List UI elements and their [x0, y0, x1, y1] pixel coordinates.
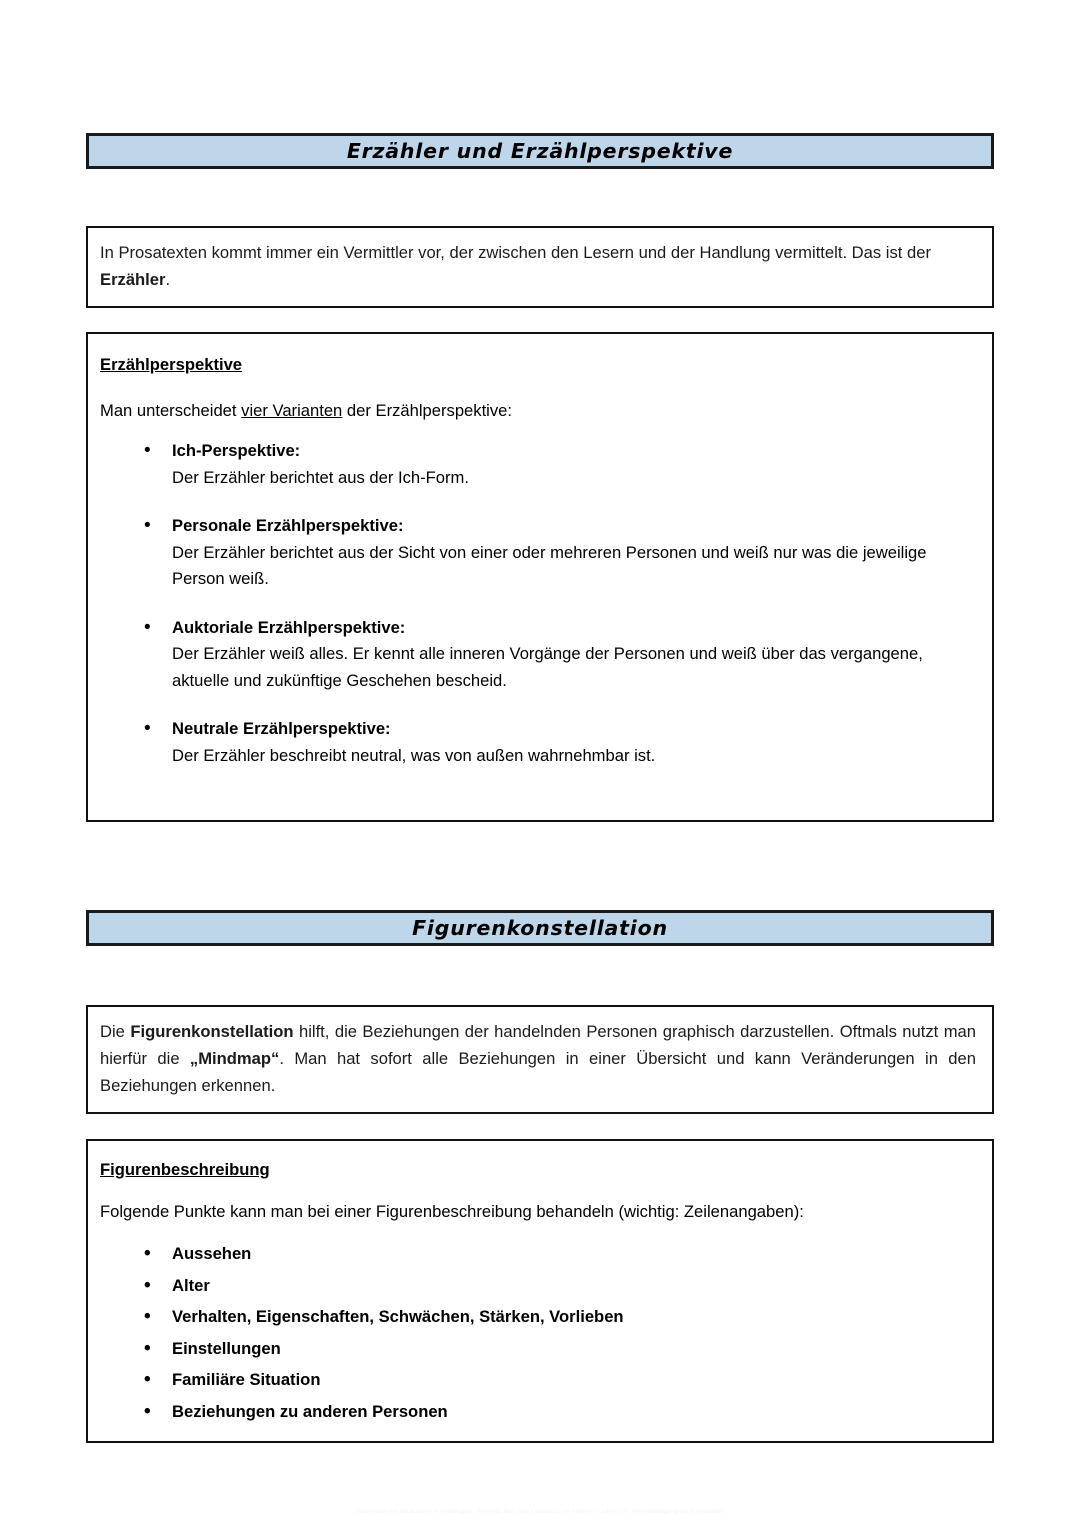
fk-part-2: hilft, die Beziehungen der handelnden Personen graphisch darzustellen. Oftmals nutzt man hierfür die	[100, 1022, 976, 1068]
list-item: • Aussehen	[100, 1241, 976, 1268]
list-item: • Einstellungen	[100, 1336, 976, 1363]
detail-box-erzaehlperspektive	[86, 332, 994, 822]
perspective-description: Der Erzähler weiß alles. Er kennt alle inneren Vorgänge der Personen und weiß über das vergangene, aktuelle und zukünftige Geschehen bescheid.	[172, 644, 923, 690]
subheading-erzaehlperspektive: Erzählperspektive	[100, 355, 243, 374]
intro-text-part-1: In Prosatexten kommt immer ein Vermittler vor, der zwischen den Lesern und der Handlung vermittelt. Das ist der	[100, 243, 931, 262]
list-item: • Alter	[100, 1273, 976, 1300]
perspective-description: Der Erzähler berichtet aus der Ich-Form.	[172, 467, 469, 487]
perspective-description: Der Erzähler beschreibt neutral, was von außen wahrnehmbar ist.	[172, 746, 656, 766]
intro-paragraph-figurenkonstellation	[100, 1019, 976, 1100]
perspective-title: • Personale Erzählperspektive:	[172, 516, 404, 536]
subheading-figurenbeschreibung: Figurenbeschreibung	[100, 1160, 270, 1179]
perspective-title: • Neutrale Erzählperspektive:	[172, 719, 391, 739]
section-banner-figurenkonstellation	[86, 910, 994, 946]
perspective-description: Der Erzähler berichtet aus der Sicht von einer oder mehreren Personen und weiß nur was die jeweilige Person weiß.	[172, 542, 927, 589]
lead-underlined-vier-varianten: vier Varianten	[241, 400, 343, 420]
intro-text-part-2: .	[165, 269, 171, 289]
lead-figurenbeschreibung: Folgende Punkte kann man bei einer Figurenbeschreibung behandeln (wichtig: Zeilenangaben):	[100, 1201, 804, 1221]
perspective-list	[100, 438, 974, 769]
section-title-figurenkonstellation: Figurenkonstellation	[412, 915, 668, 940]
section-banner-erzaehler	[86, 133, 994, 169]
lead-erzaehlperspektive	[100, 398, 974, 425]
perspective-title: • Ich-Perspektive:	[172, 441, 301, 461]
intro-paragraph-erzaehler	[100, 240, 978, 294]
detail-box-figurenbeschreibung	[86, 1139, 994, 1443]
intro-box-figurenkonstellation	[86, 1005, 994, 1114]
figurenbeschreibung-list	[100, 1241, 976, 1425]
fk-bold-mindmap: „Mindmap“	[189, 1048, 280, 1068]
list-item	[100, 438, 974, 491]
list-item: • Beziehungen zu anderen Personen	[100, 1399, 976, 1426]
lead-part-1: Man unterscheidet	[100, 400, 242, 420]
list-item	[100, 615, 974, 695]
intro-box-erzaehler	[86, 226, 994, 308]
section-title-erzaehler: Erzähler und Erzählperspektive	[346, 138, 734, 163]
perspective-title: • Auktoriale Erzählperspektive:	[172, 617, 406, 637]
fk-bold-figurenkonstellation: Figurenkonstellation	[130, 1022, 294, 1041]
intro-bold-term: Erzähler	[100, 269, 166, 289]
list-item	[100, 716, 974, 769]
fk-part-1: Die	[100, 1022, 131, 1041]
lead-part-2: der Erzählperspektive:	[342, 400, 513, 420]
fk-part-3: . Man hat sofort alle Beziehungen in einer Übersicht und kann Veränderungen in den Beziehungen erkennen.	[100, 1048, 976, 1095]
list-item: • Familiäre Situation	[100, 1367, 976, 1394]
footer-watermark: Download von wbat.com im unbefugten Vertrieb. Nur zum Gebrauch im eigenen Unterricht. Vervielfältigung nicht gestattet.	[355, 1508, 725, 1515]
list-item: • Verhalten, Eigenschaften, Schwächen, Stärken, Vorlieben	[100, 1304, 976, 1331]
list-item	[100, 513, 974, 593]
